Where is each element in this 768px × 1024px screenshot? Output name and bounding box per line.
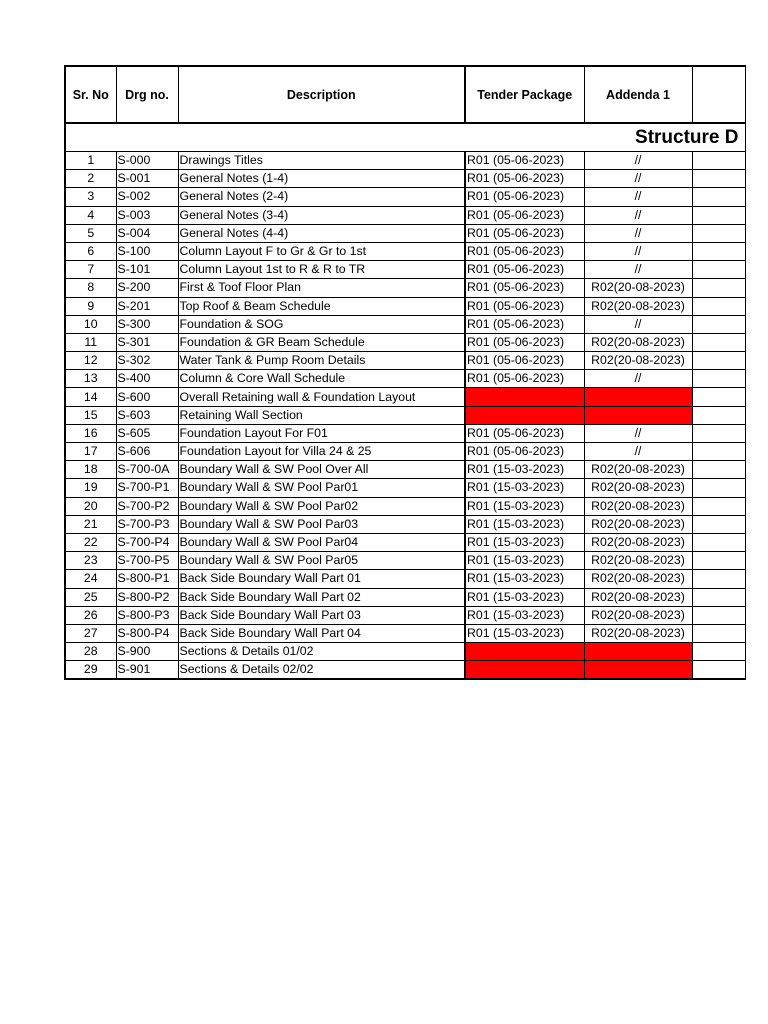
cell-addenda-1[interactable] <box>584 643 692 661</box>
table-row <box>65 333 745 351</box>
cell-sr-no[interactable]: 19 <box>65 479 116 497</box>
cell-description[interactable]: Column Layout F to Gr & Gr to 1st <box>178 242 465 260</box>
cell-sr-no[interactable]: 26 <box>65 606 116 624</box>
cell-sr-no[interactable]: 23 <box>65 552 116 570</box>
cell-next-column[interactable] <box>692 515 745 533</box>
cell-addenda-1[interactable]: R02(20-08-2023) <box>584 570 692 588</box>
table-row <box>65 624 745 642</box>
table-row <box>65 443 745 461</box>
cell-addenda-1[interactable]: R02(20-08-2023) <box>584 515 692 533</box>
cell-description[interactable]: Back Side Boundary Wall Part 01 <box>178 570 465 588</box>
cell-description[interactable]: Back Side Boundary Wall Part 04 <box>178 624 465 642</box>
cell-description[interactable]: Top Roof & Beam Schedule <box>178 297 465 315</box>
cell-drg-no[interactable]: S-201 <box>116 297 178 315</box>
cell-addenda-1[interactable]: R02(20-08-2023) <box>584 606 692 624</box>
cell-drg-no[interactable]: S-400 <box>116 370 178 388</box>
cell-description[interactable]: Foundation & SOG <box>178 315 465 333</box>
cell-sr-no[interactable]: 3 <box>65 188 116 206</box>
cell-addenda-1[interactable] <box>584 388 692 406</box>
cell-tender-package[interactable]: R01 (05-06-2023) <box>465 170 584 188</box>
cell-addenda-1[interactable]: R02(20-08-2023) <box>584 552 692 570</box>
table-row <box>65 279 745 297</box>
cell-tender-package[interactable]: R01 (05-06-2023) <box>465 261 584 279</box>
cell-sr-no[interactable]: 24 <box>65 570 116 588</box>
cell-tender-package[interactable] <box>465 388 584 406</box>
cell-tender-package[interactable]: R01 (15-03-2023) <box>465 570 584 588</box>
cell-tender-package[interactable]: R01 (05-06-2023) <box>465 224 584 242</box>
table-row <box>65 315 745 333</box>
cell-addenda-1[interactable]: R02(20-08-2023) <box>584 479 692 497</box>
cell-next-column[interactable] <box>692 370 745 388</box>
cell-next-column[interactable] <box>692 333 745 351</box>
cell-sr-no[interactable]: 29 <box>65 661 116 680</box>
cell-next-column[interactable] <box>692 497 745 515</box>
cell-next-column[interactable] <box>692 661 745 680</box>
cell-drg-no[interactable]: S-001 <box>116 170 178 188</box>
cell-tender-package[interactable]: R01 (05-06-2023) <box>465 242 584 260</box>
cell-drg-no[interactable]: S-100 <box>116 242 178 260</box>
cell-sr-no[interactable]: 11 <box>65 333 116 351</box>
cell-tender-package[interactable]: R01 (05-06-2023) <box>465 443 584 461</box>
cell-next-column[interactable] <box>692 188 745 206</box>
table-row <box>65 643 745 661</box>
cell-addenda-1[interactable]: R02(20-08-2023) <box>584 461 692 479</box>
cell-description[interactable]: Boundary Wall & SW Pool Par01 <box>178 479 465 497</box>
cell-tender-package[interactable]: R01 (15-03-2023) <box>465 606 584 624</box>
table-row <box>65 406 745 424</box>
cell-addenda-1[interactable]: // <box>584 170 692 188</box>
cell-drg-no[interactable]: S-603 <box>116 406 178 424</box>
cell-next-column[interactable] <box>692 624 745 642</box>
cell-description[interactable]: Boundary Wall & SW Pool Par05 <box>178 552 465 570</box>
cell-sr-no[interactable]: 10 <box>65 315 116 333</box>
table-row <box>65 370 745 388</box>
cell-sr-no[interactable]: 5 <box>65 224 116 242</box>
cell-description[interactable]: Column Layout 1st to R & R to TR <box>178 261 465 279</box>
cell-next-column[interactable] <box>692 443 745 461</box>
cell-description[interactable]: General Notes (3-4) <box>178 206 465 224</box>
cell-next-column[interactable] <box>692 424 745 442</box>
table-row <box>65 424 745 442</box>
cell-tender-package[interactable]: R01 (05-06-2023) <box>465 333 584 351</box>
cell-addenda-1[interactable]: // <box>584 315 692 333</box>
cell-tender-package[interactable]: R01 (05-06-2023) <box>465 352 584 370</box>
cell-tender-package[interactable]: R01 (05-06-2023) <box>465 279 584 297</box>
cell-sr-no[interactable]: 15 <box>65 406 116 424</box>
table-row <box>65 552 745 570</box>
cell-next-column[interactable] <box>692 570 745 588</box>
drawing-register-sheet <box>64 65 739 680</box>
cell-next-column[interactable] <box>692 388 745 406</box>
cell-tender-package[interactable]: R01 (15-03-2023) <box>465 497 584 515</box>
cell-next-column[interactable] <box>692 152 745 170</box>
table-row <box>65 388 745 406</box>
cell-sr-no[interactable]: 28 <box>65 643 116 661</box>
cell-tender-package[interactable]: R01 (05-06-2023) <box>465 424 584 442</box>
section-title-cell[interactable] <box>65 123 745 152</box>
cell-addenda-1[interactable]: // <box>584 224 692 242</box>
cell-addenda-1[interactable]: R02(20-08-2023) <box>584 588 692 606</box>
table-row <box>65 242 745 260</box>
cell-description[interactable]: General Notes (1-4) <box>178 170 465 188</box>
cell-drg-no[interactable]: S-101 <box>116 261 178 279</box>
cell-next-column[interactable] <box>692 406 745 424</box>
cell-tender-package[interactable] <box>465 661 584 680</box>
cell-tender-package[interactable]: R01 (15-03-2023) <box>465 533 584 551</box>
cell-drg-no[interactable]: S-002 <box>116 188 178 206</box>
table-row <box>65 570 745 588</box>
cell-tender-package[interactable]: R01 (15-03-2023) <box>465 624 584 642</box>
cell-description[interactable]: Sections & Details 02/02 <box>178 661 465 680</box>
header-description[interactable]: Description <box>178 66 465 123</box>
cell-addenda-1[interactable]: // <box>584 206 692 224</box>
table-row <box>65 170 745 188</box>
cell-description[interactable]: First & Toof Floor Plan <box>178 279 465 297</box>
cell-next-column[interactable] <box>692 643 745 661</box>
cell-sr-no[interactable]: 2 <box>65 170 116 188</box>
cell-addenda-1[interactable]: R02(20-08-2023) <box>584 352 692 370</box>
drawing-register-table <box>64 65 746 680</box>
cell-tender-package[interactable]: R01 (05-06-2023) <box>465 315 584 333</box>
cell-drg-no[interactable]: S-700-P3 <box>116 515 178 533</box>
cell-next-column[interactable] <box>692 242 745 260</box>
cell-tender-package[interactable] <box>465 406 584 424</box>
cell-tender-package[interactable]: R01 (15-03-2023) <box>465 515 584 533</box>
cell-drg-no[interactable]: S-800-P4 <box>116 624 178 642</box>
cell-tender-package[interactable]: R01 (15-03-2023) <box>465 479 584 497</box>
section-title: Structure D <box>635 126 739 148</box>
cell-sr-no[interactable]: 12 <box>65 352 116 370</box>
header-drg-no[interactable]: Drg no. <box>116 66 178 123</box>
cell-next-column[interactable] <box>692 297 745 315</box>
cell-drg-no[interactable]: S-901 <box>116 661 178 680</box>
cell-addenda-1[interactable]: // <box>584 188 692 206</box>
table-row <box>65 497 745 515</box>
cell-next-column[interactable] <box>692 261 745 279</box>
cell-drg-no[interactable]: S-700-0A <box>116 461 178 479</box>
cell-description[interactable]: General Notes (4-4) <box>178 224 465 242</box>
cell-drg-no[interactable]: S-700-P1 <box>116 479 178 497</box>
cell-drg-no[interactable]: S-200 <box>116 279 178 297</box>
cell-tender-package[interactable]: R01 (05-06-2023) <box>465 297 584 315</box>
header-addenda-1[interactable]: Addenda 1 <box>584 66 692 123</box>
cell-drg-no[interactable]: S-700-P2 <box>116 497 178 515</box>
cell-addenda-1[interactable]: R02(20-08-2023) <box>584 279 692 297</box>
cell-sr-no[interactable]: 18 <box>65 461 116 479</box>
cell-sr-no[interactable]: 22 <box>65 533 116 551</box>
cell-next-column[interactable] <box>692 224 745 242</box>
cell-next-column[interactable] <box>692 588 745 606</box>
cell-addenda-1[interactable]: R02(20-08-2023) <box>584 333 692 351</box>
cell-drg-no[interactable]: S-800-P2 <box>116 588 178 606</box>
table-row <box>65 224 745 242</box>
cell-sr-no[interactable]: 17 <box>65 443 116 461</box>
cell-sr-no[interactable]: 4 <box>65 206 116 224</box>
cell-sr-no[interactable]: 1 <box>65 152 116 170</box>
cell-description[interactable]: Column & Core Wall Schedule <box>178 370 465 388</box>
section-row <box>65 123 745 152</box>
cell-sr-no[interactable]: 16 <box>65 424 116 442</box>
cell-next-column[interactable] <box>692 352 745 370</box>
table-row <box>65 188 745 206</box>
cell-description[interactable]: Boundary Wall & SW Pool Par04 <box>178 533 465 551</box>
table-row <box>65 461 745 479</box>
cell-addenda-1[interactable]: // <box>584 242 692 260</box>
cell-tender-package[interactable]: R01 (05-06-2023) <box>465 206 584 224</box>
cell-addenda-1[interactable]: // <box>584 443 692 461</box>
cell-drg-no[interactable]: S-700-P5 <box>116 552 178 570</box>
cell-tender-package[interactable]: R01 (15-03-2023) <box>465 552 584 570</box>
cell-description[interactable]: Retaining Wall Section <box>178 406 465 424</box>
table-row <box>65 533 745 551</box>
cell-description[interactable]: Boundary Wall & SW Pool Over All <box>178 461 465 479</box>
cell-next-column[interactable] <box>692 279 745 297</box>
header-row <box>65 66 745 123</box>
table-row <box>65 661 745 680</box>
table-row <box>65 606 745 624</box>
cell-next-column[interactable] <box>692 170 745 188</box>
cell-description[interactable]: Water Tank & Pump Room Details <box>178 352 465 370</box>
cell-sr-no[interactable]: 7 <box>65 261 116 279</box>
cell-description[interactable]: Foundation Layout for Villa 24 & 25 <box>178 443 465 461</box>
cell-description[interactable]: Boundary Wall & SW Pool Par03 <box>178 515 465 533</box>
cell-addenda-1[interactable]: R02(20-08-2023) <box>584 297 692 315</box>
table-row <box>65 352 745 370</box>
cell-addenda-1[interactable]: R02(20-08-2023) <box>584 533 692 551</box>
cell-addenda-1[interactable] <box>584 406 692 424</box>
cell-next-column[interactable] <box>692 315 745 333</box>
cell-tender-package[interactable]: R01 (05-06-2023) <box>465 370 584 388</box>
cell-description[interactable]: Back Side Boundary Wall Part 02 <box>178 588 465 606</box>
cell-addenda-1[interactable]: // <box>584 152 692 170</box>
cell-sr-no[interactable]: 9 <box>65 297 116 315</box>
cell-description[interactable]: Sections & Details 01/02 <box>178 643 465 661</box>
cell-next-column[interactable] <box>692 606 745 624</box>
table-row <box>65 515 745 533</box>
cell-tender-package[interactable]: R01 (15-03-2023) <box>465 461 584 479</box>
cell-description[interactable]: Drawings Titles <box>178 152 465 170</box>
cell-sr-no[interactable]: 27 <box>65 624 116 642</box>
cell-tender-package[interactable]: R01 (05-06-2023) <box>465 188 584 206</box>
cell-sr-no[interactable]: 21 <box>65 515 116 533</box>
header-next-column[interactable] <box>692 66 745 123</box>
cell-tender-package[interactable]: R01 (15-03-2023) <box>465 588 584 606</box>
table-row <box>65 206 745 224</box>
cell-addenda-1[interactable] <box>584 661 692 680</box>
cell-description[interactable]: Back Side Boundary Wall Part 03 <box>178 606 465 624</box>
cell-addenda-1[interactable]: R02(20-08-2023) <box>584 497 692 515</box>
cell-next-column[interactable] <box>692 479 745 497</box>
cell-drg-no[interactable]: S-600 <box>116 388 178 406</box>
cell-description[interactable]: General Notes (2-4) <box>178 188 465 206</box>
header-sr-no[interactable]: Sr. No <box>65 66 116 123</box>
cell-sr-no[interactable]: 13 <box>65 370 116 388</box>
cell-drg-no[interactable]: S-301 <box>116 333 178 351</box>
cell-drg-no[interactable]: S-800-P3 <box>116 606 178 624</box>
cell-addenda-1[interactable]: // <box>584 424 692 442</box>
cell-next-column[interactable] <box>692 206 745 224</box>
cell-drg-no[interactable]: S-302 <box>116 352 178 370</box>
cell-description[interactable]: Boundary Wall & SW Pool Par02 <box>178 497 465 515</box>
table-row <box>65 261 745 279</box>
cell-drg-no[interactable]: S-605 <box>116 424 178 442</box>
cell-drg-no[interactable]: S-800-P1 <box>116 570 178 588</box>
cell-tender-package[interactable]: R01 (05-06-2023) <box>465 152 584 170</box>
cell-addenda-1[interactable]: R02(20-08-2023) <box>584 624 692 642</box>
cell-next-column[interactable] <box>692 461 745 479</box>
table-row <box>65 479 745 497</box>
cell-sr-no[interactable]: 20 <box>65 497 116 515</box>
cell-sr-no[interactable]: 6 <box>65 242 116 260</box>
cell-tender-package[interactable] <box>465 643 584 661</box>
cell-description[interactable]: Overall Retaining wall & Foundation Layout <box>178 388 465 406</box>
cell-drg-no[interactable]: S-003 <box>116 206 178 224</box>
table-row <box>65 588 745 606</box>
header-tender-package[interactable]: Tender Package <box>465 66 584 123</box>
cell-drg-no[interactable]: S-300 <box>116 315 178 333</box>
table-row <box>65 152 745 170</box>
cell-drg-no[interactable]: S-004 <box>116 224 178 242</box>
cell-next-column[interactable] <box>692 533 745 551</box>
cell-sr-no[interactable]: 14 <box>65 388 116 406</box>
cell-description[interactable]: Foundation & GR Beam Schedule <box>178 333 465 351</box>
cell-sr-no[interactable]: 8 <box>65 279 116 297</box>
cell-drg-no[interactable]: S-700-P4 <box>116 533 178 551</box>
table-row <box>65 297 745 315</box>
cell-drg-no[interactable]: S-000 <box>116 152 178 170</box>
cell-addenda-1[interactable]: // <box>584 261 692 279</box>
cell-next-column[interactable] <box>692 552 745 570</box>
cell-drg-no[interactable]: S-900 <box>116 643 178 661</box>
cell-addenda-1[interactable]: // <box>584 370 692 388</box>
cell-sr-no[interactable]: 25 <box>65 588 116 606</box>
cell-drg-no[interactable]: S-606 <box>116 443 178 461</box>
cell-description[interactable]: Foundation Layout For F01 <box>178 424 465 442</box>
